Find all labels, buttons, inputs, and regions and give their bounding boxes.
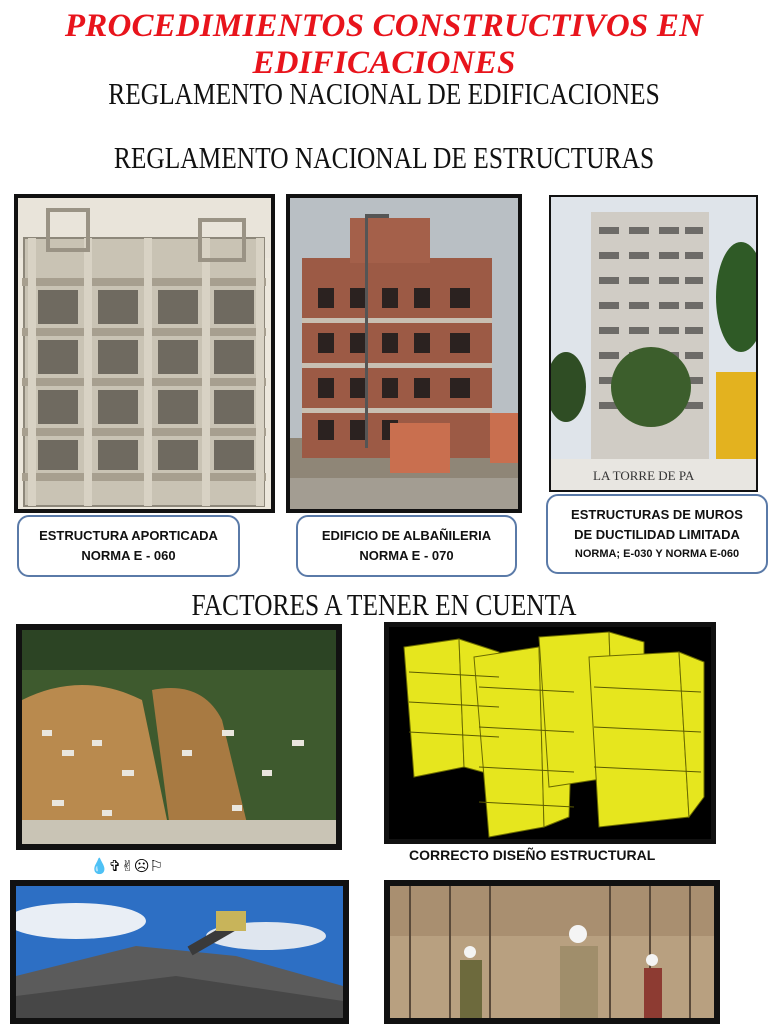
caption-edificio-albanileria	[296, 515, 517, 577]
page-title: PROCEDIMIENTOS CONSTRUCTIVOS EN EDIFICACIONES	[64, 8, 704, 81]
photo-edificio-albanileria	[286, 194, 522, 513]
caption-line-2: NORMA E - 060	[81, 548, 176, 563]
subtitle-estructuras: REGLAMENTO NACIONAL DE ESTRUCTURAS	[113, 140, 655, 175]
caption-symbols: 💧✞✌☹⚐	[90, 857, 163, 875]
caption-line-1: ESTRUCTURA APORTICADA	[39, 528, 218, 543]
caption-line-2: DE DUCTILIDAD LIMITADA	[574, 527, 740, 542]
caption-line-1: ESTRUCTURAS DE MUROS	[571, 507, 743, 522]
photo-estructura-aporticada	[14, 194, 275, 513]
photo-obra-trabajadores	[384, 880, 720, 1024]
photo-muros-ductilidad	[549, 195, 758, 492]
section-heading-factores: FACTORES A TENER EN CUENTA	[191, 587, 577, 622]
caption-muros-ductilidad	[546, 494, 768, 574]
caption-line-3: NORMA; E-030 Y NORMA E-060	[574, 548, 740, 560]
photo-deslizamiento	[16, 624, 342, 850]
caption-correcto-diseno: CORRECTO DISEÑO ESTRUCTURAL	[409, 847, 656, 863]
photo-agregados	[10, 880, 349, 1024]
sign-text: LA TORRE DE PA	[593, 468, 695, 483]
caption-line-2: NORMA E - 070	[359, 548, 454, 563]
photo-modelo-estructural	[384, 622, 716, 844]
caption-estructura-aporticada	[17, 515, 240, 577]
subtitle-edificaciones: REGLAMENTO NACIONAL DE EDIFICACIONES	[108, 76, 660, 111]
caption-line-1: EDIFICIO DE ALBAÑILERIA	[321, 528, 492, 543]
